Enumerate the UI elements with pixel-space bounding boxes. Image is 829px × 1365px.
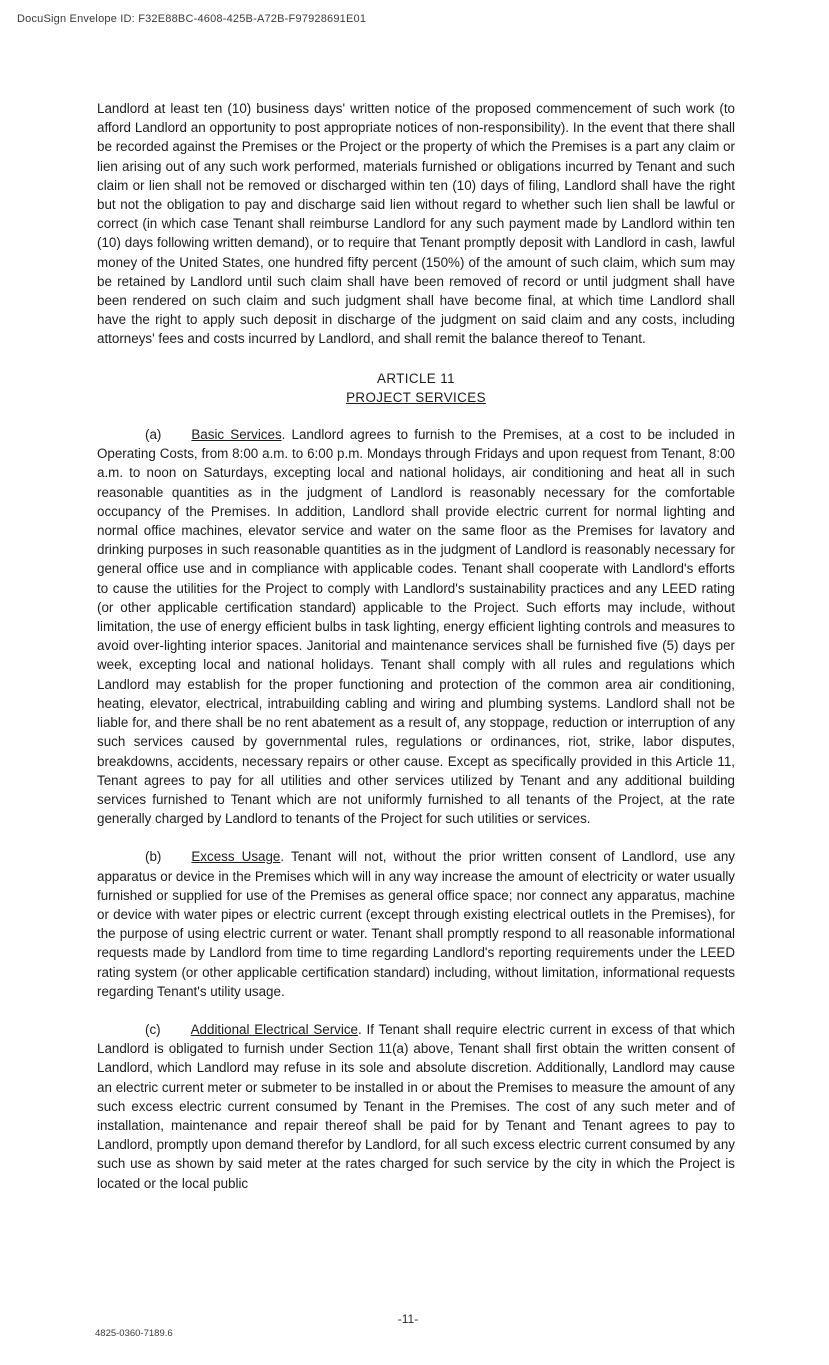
article-title: PROJECT SERVICES bbox=[346, 389, 486, 405]
article-number: ARTICLE 11 bbox=[377, 370, 455, 386]
page-number: -11- bbox=[397, 1312, 419, 1326]
document-body bbox=[97, 99, 735, 1193]
section-a bbox=[97, 425, 735, 828]
intro-paragraph: Landlord at least ten (10) business days' written notice of the proposed commencement of such work (to afford Landlord an opportunity to post appropriate notices of non-responsibility). In the event that there shall be recorded against the Premises or the Project or the property of which the Premises is a part any claim or lien arising out of any such work performed, materials furnished or obligations incurred by Tenant and such claim or lien shall not be removed or discharged within ten (10) days of filing, Landlord shall have the right but not the obligation to pay and discharge said lien without regard to whether such lien shall be lawful or correct (in which case Tenant shall reimburse Landlord for any such payment made by Landlord within ten (10) days following written demand), or to require that Tenant promptly deposit with Landlord in cash, lawful money of the United States, one hundred fifty percent (150%) of the amount of such claim, which sum may be retained by Landlord until such claim shall have been removed of record or until judgment shall have been rendered on such claim and such judgment shall have become final, at which time Landlord shall have the right to apply such deposit in discharge of the judgment on said claim and any costs, including attorneys' fees and costs incurred by Landlord, and shall remit the balance thereof to Tenant. bbox=[97, 101, 735, 347]
section-b-heading: Excess Usage bbox=[191, 849, 281, 865]
section-a-heading: Basic Services bbox=[191, 427, 282, 443]
section-c-body: . If Tenant shall require electric current in excess of that which Landlord is obligated to furnish under Section 11(a) above, Tenant shall first obtain the written consent of Landlord, which Landlord may refuse in its sole and absolute discretion. Additionally, Landlord may cause an electric current meter or submeter to be installed in or about the Premises to measure the amount of any such excess electric current consumed by Tenant in the Premises. The cost of any such meter and of installation, maintenance and repair thereof shall be paid for by Tenant and Tenant agrees to pay to Landlord, promptly upon demand therefor by Landlord, for all such excess electric current consumed by any such use as shown by said meter at the rates charged for such service by the city in which the Project is located or the local public bbox=[97, 1021, 735, 1191]
section-c-heading: Additional Electrical Service bbox=[190, 1021, 358, 1037]
section-a-label: (a) bbox=[145, 427, 162, 443]
section-a-body: . Landlord agrees to furnish to the Premises, at a cost to be included in Operating Costs, from 8:00 a.m. to 6:00 p.m. Mondays through Fridays and upon request from Tenant, 8:00 a.m. to noon on Saturdays, excepting local and national holidays, air conditioning and heat all in such reasonable quantities as in the judgment of Landlord is reasonably necessary for the comfortable occupancy of the Premises. In addition, Landlord shall provide electric current for normal lighting and normal office machines, elevator service and water on the same floor as the Premises for lavatory and drinking purposes in such reasonable quantities as in the judgment of Landlord is reasonably necessary for general office use and in compliance with applicable codes. Tenant shall cooperate with Landlord's efforts to cause the utilities for the Project to comply with Landlord's sustainability practices and any LEED rating (or other applicable certification standard) applicable to the Project. Such efforts may include, without limitation, the use of energy efficient bulbs in task lighting, energy efficient lighting controls and measures to avoid over-lighting interior spaces. Janitorial and maintenance services shall be furnished five (5) days per week, excepting local and national holidays. Tenant shall comply with all rules and regulations which Landlord may establish for the proper functioning and protection of the common area air conditioning, heating, elevator, electrical, intrabuilding cabling and wiring and plumbing systems. Landlord shall not be liable for, and there shall be no rent abatement as a result of, any stoppage, reduction or interruption of any such services caused by governmental rules, regulations or ordinances, riot, strike, labor disputes, breakdowns, accidents, necessary repairs or other cause. Except as specifically provided in this Article 11, Tenant agrees to pay for all utilities and other services utilized by Tenant and any additional building services furnished to Tenant which are not uniformly furnished to all tenants of the Project, at the rate generally charged by Landlord to tenants of the Project for such utilities or services. bbox=[97, 427, 735, 827]
section-b bbox=[97, 847, 735, 1001]
article-heading bbox=[97, 369, 735, 407]
section-b-label: (b) bbox=[145, 849, 162, 865]
section-c-label: (c) bbox=[145, 1021, 161, 1037]
docusign-envelope-id: DocuSign Envelope ID: F32E88BC-4608-425B-A72B-F97928691E01 bbox=[17, 13, 367, 25]
document-control-number: 4825-0360-7189.6 bbox=[95, 1328, 173, 1339]
section-b-body: . Tenant will not, without the prior written consent of Landlord, use any apparatus or device in the Premises which will in any way increase the amount of electricity or water usually furnished or supplied for use of the Premises as general office space; nor connect any apparatus, machine or device with water pipes or electric current (except through existing electrical outlets in the Premises), for the purpose of using electric current or water. Tenant shall promptly respond to all reasonable informational requests made by Landlord from time to time regarding Landlord's reporting requirements under the LEED rating system (or other applicable certification standard) including, without limitation, informational requests regarding Tenant's utility usage. bbox=[97, 849, 735, 999]
section-c bbox=[97, 1020, 735, 1193]
